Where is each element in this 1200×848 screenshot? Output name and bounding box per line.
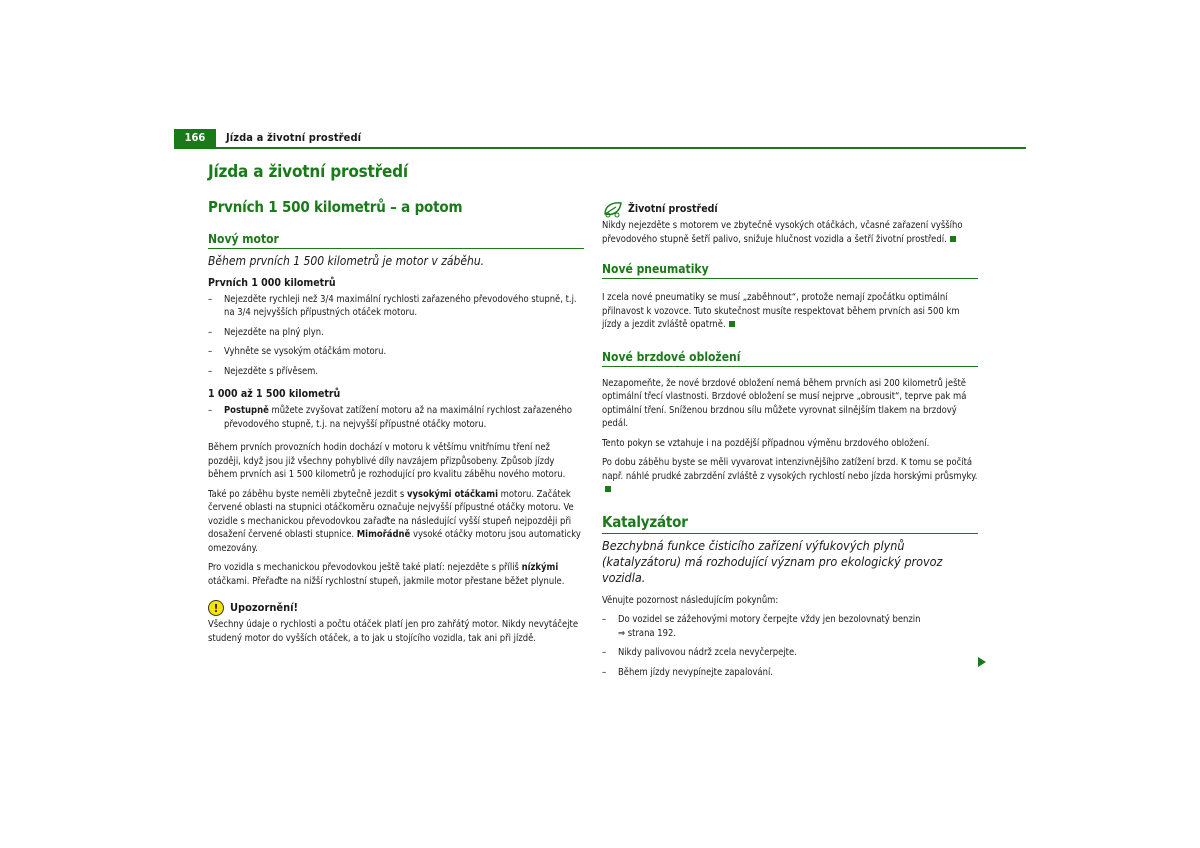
- paragraph: Pro vozidla s mechanickou převodovkou ještě také platí: nejezděte s příliš nízkými otáčkami. Přeřaďte na nižší rychlostní stupeň, jakmile motor přestane běžet plynule.: [208, 562, 565, 587]
- page-reference-link[interactable]: ⇒ strana 192.: [618, 627, 677, 639]
- lead-text: Během prvních 1 500 kilometrů je motor v záběhu.: [208, 254, 485, 268]
- text: můžete zvyšovat zatížení motoru až na maximální rychlost zařazeného převodového stupně, t.j. na nejvyšší přípustné otáčky motoru.: [224, 405, 572, 430]
- list-first-1000: [208, 293, 584, 379]
- brakes-paragraph: Nezapomeňte, že nové brzdové obložení nemá během prvních asi 200 kilometrů ještě optimální třecí vlastnosti. Brzdové obložení se musí nejprve „obrousit“, teprve pak má optimální tření. Sníženou brzdnou sílu můžete vyrovnat silnějším tlakem na brzdový pedál.: [602, 377, 967, 429]
- catalyst-intro: Věnujte pozornost následujícím pokynům:: [602, 594, 779, 606]
- tires-text: I zcela nové pneumatiky se musí „zaběhnout“, protože nemají zpočátku optimální přilnavost k vozovce. Tuto skutečnost musíte respektovat během prvních asi 500 km jízdy a jezdit zvláště opatrně.: [602, 292, 960, 330]
- catalyst-list: [602, 613, 978, 679]
- list-item: – Nejezděte s přívěsem.: [208, 365, 584, 379]
- main-title: Jízda a životní prostředí: [208, 162, 408, 182]
- sub-title-1000-1500: 1 000 až 1 500 kilometrů: [208, 388, 341, 400]
- sub-title-first-1000: Prvních 1 000 kilometrů: [208, 276, 336, 289]
- list-item: – Během jízdy nevypínejte zapalování.: [602, 666, 978, 680]
- end-mark-icon: [605, 486, 611, 492]
- page-number: 166: [174, 129, 216, 147]
- end-mark-icon: [729, 321, 735, 327]
- list-item: – Vyhněte se vysokým otáčkám motoru.: [208, 345, 584, 359]
- left-column: [208, 162, 584, 645]
- running-header: Jízda a životní prostředí: [226, 131, 362, 144]
- header-rule: [174, 147, 1026, 149]
- list-item: – Nejezděte na plný plyn.: [208, 326, 584, 340]
- list-item: [208, 404, 584, 431]
- warning-title: Upozornění!: [230, 601, 299, 614]
- paragraph: Také po záběhu byste neměli zbytečně jezdit s vysokými otáčkami motoru. Začátek červené oblasti na stupnici otáčkoměru označuje nejvyšší přípustné otáčky motoru. Ve vozidle s mechanickou převodovkou zařaďte na následující vyšší stupeň nejpozději při dosažení červené oblasti stupnice. Mimořádně vysoké otáčky motoru jsou automaticky omezovány.: [208, 488, 581, 554]
- subtitle: Prvních 1 500 kilometrů – a potom: [208, 198, 463, 216]
- section-title-engine: Nový motor: [208, 232, 584, 249]
- end-mark-icon: [950, 236, 956, 242]
- section-title-catalyst: Katalyzátor: [602, 513, 978, 534]
- warning-icon: !: [208, 600, 224, 616]
- warning-text: Všechny údaje o rychlosti a počtu otáček platí jen pro zahřátý motor. Nikdy nevytáčejte studený motor do vyšších otáček, a to jak u stojícího vozidla, tak ani při jízdě.: [208, 619, 579, 644]
- brakes-paragraph: Tento pokyn se vztahuje i na pozdější případnou výměnu brzdového obložení.: [602, 437, 930, 449]
- list-item: – Do vozidel se zážehovými motory čerpejte vždy jen bezolovnatý benzin ⇒ strana 192.: [602, 613, 978, 640]
- paragraph: Během prvních provozních hodin dochází v motoru k většímu vnitřnímu tření než později, když jsou již všechny pohyblivé díly navzájem přizpůsobeny. Způsob jízdy během prvních asi 1 500 kilometrů je rozhodující pro kvalitu záběhu nového motoru.: [208, 442, 566, 480]
- section-title-brakes: Nové brzdové obložení: [602, 350, 978, 367]
- leaf-icon: [602, 200, 624, 218]
- list-1000-1500: [208, 404, 584, 431]
- warning-heading: [208, 600, 584, 616]
- list-item: – Nikdy palivovou nádrž zcela nevyčerpejte.: [602, 646, 978, 660]
- catalyst-lead: Bezchybná funkce čisticího zařízení výfukových plynů (katalyzátoru) má rozhodující význam pro ekologický provoz vozidla.: [602, 537, 943, 585]
- next-page-arrow-icon: [978, 657, 986, 667]
- environment-title: Životní prostředí: [628, 203, 718, 215]
- section-title-tires: Nové pneumatiky: [602, 262, 978, 279]
- list-item: – Nejezděte rychleji než 3/4 maximální rychlosti zařazeného převodového stupně, t.j. na 3/4 nejvyšších přípustných otáček motoru.: [208, 293, 584, 320]
- brakes-paragraph: Po dobu záběhu byste se měli vyvarovat intenzivnějšího zatížení brzd. K tomu se počítá např. náhlé prudké zabrzdění zvláště z vysokých rychlostí nebo jízda horskými průsmyky.: [602, 456, 978, 497]
- bold-text: Postupně: [224, 405, 269, 416]
- right-column: [602, 200, 978, 679]
- environment-heading: [602, 200, 978, 218]
- environment-text: Nikdy nejezděte s motorem ve zbytečně vysokých otáčkách, včasné zařazení vyššího převodového stupně šetří palivo, snižuje hlučnost vozidla a šetří životní prostředí.: [602, 220, 963, 245]
